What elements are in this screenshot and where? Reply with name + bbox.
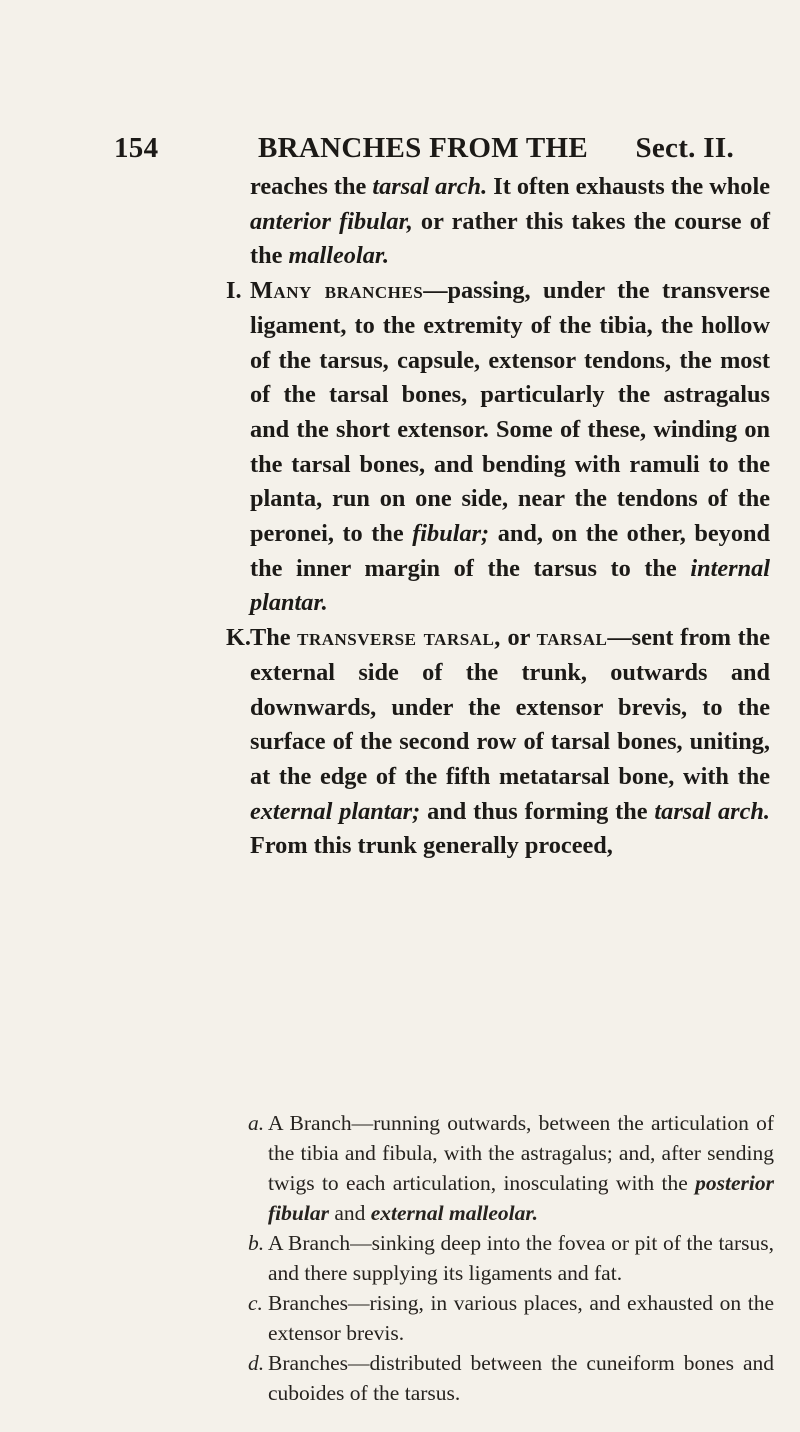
text-run: and, on the other, beyond the inner margin of the tarsus to the	[250, 520, 771, 582]
sub-item-list	[248, 1108, 774, 1408]
sub-item-marker: b.	[248, 1231, 265, 1255]
italic-term: anterior fibular,	[250, 207, 413, 235]
italic-term: posterior fibular	[268, 1171, 774, 1225]
text-run: or	[500, 624, 537, 652]
italic-term: internal plantar.	[250, 554, 770, 617]
small-caps-heading: Many branches	[250, 277, 424, 305]
sub-item-marker: d.	[248, 1351, 265, 1375]
text-run: A Branch—sinking deep into the fovea or pit of the tarsus, and there supplying its ligaments and fat.	[268, 1231, 774, 1285]
italic-term: tarsal arch.	[654, 797, 770, 825]
italic-term: external malleolar.	[370, 1201, 538, 1225]
small-caps-heading: transverse tarsal,	[297, 624, 501, 652]
sub-item	[248, 1288, 774, 1348]
text-run: It often exhausts the whole	[487, 173, 770, 200]
text-run: Branches—rising, in various places, and exhausted on the extensor brevis.	[268, 1291, 774, 1345]
text-run: From this trunk generally proceed,	[250, 832, 613, 860]
italic-term: malleolar.	[288, 242, 390, 270]
paragraph-intro	[250, 170, 770, 274]
sub-item	[248, 1348, 774, 1408]
section-label: Sect. II.	[635, 132, 734, 164]
sub-item	[248, 1108, 774, 1228]
running-header	[114, 132, 734, 172]
small-caps-heading: tarsal	[536, 624, 608, 652]
sub-item-marker: c.	[248, 1291, 263, 1315]
italic-term: tarsal arch.	[372, 173, 488, 200]
sub-item-marker: a.	[248, 1111, 265, 1135]
text-run: or rather this takes the course of the	[250, 207, 770, 270]
text-run: —passing, under the transverse ligament, to the extremity of the tibia, the hollow of the tarsus, capsule, extensor tendons, the most of the tarsal bones, particularly the astragalus and the short extensor. Some of these, winding on the tarsal bones, and bending with ramuli to the planta, run on one side, near the tendons of the peronei, to the	[250, 277, 770, 548]
sub-item	[248, 1228, 774, 1288]
text-run: reaches the	[250, 173, 373, 200]
text-run: and	[328, 1201, 371, 1225]
text-run: A Branch—running outwards, between the articulation of the tibia and fibula, with the astragalus; and, after sending twigs to each articulation, inosculating with the	[268, 1111, 774, 1195]
paragraph-I	[226, 274, 771, 621]
paragraph-K	[226, 621, 770, 864]
paragraph-marker: I.	[226, 277, 242, 305]
text-run: —sent from the external side of the trunk, outwards and downwards, under the extensor brevis, to the surface of the second row of tarsal bones, uniting, at the edge of the fifth metatarsal bone, with the	[250, 624, 770, 790]
text-run: Branches—distributed between the cuneiform bones and cuboides of the tarsus.	[268, 1351, 774, 1405]
page-number: 154	[114, 132, 159, 164]
text-run: The	[250, 624, 298, 652]
paragraph-marker: K.	[226, 624, 251, 652]
italic-term: fibular;	[412, 520, 490, 548]
running-title: BRANCHES FROM THE	[258, 132, 589, 164]
text-run: and thus forming the	[420, 797, 655, 825]
italic-term: external plantar;	[250, 797, 421, 825]
main-text	[226, 170, 771, 864]
